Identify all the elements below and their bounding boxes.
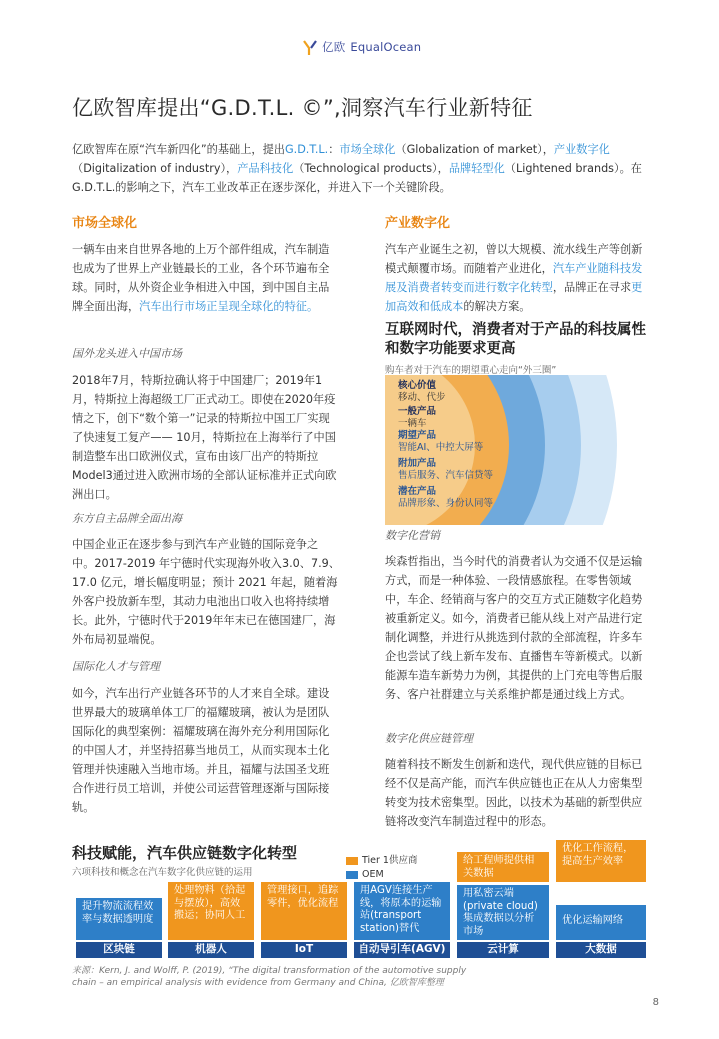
left-sub-1: 国外龙头进入中国市场 [72, 347, 182, 360]
legend-item-oem: OEM [346, 868, 417, 882]
page-number: 8 [652, 997, 659, 1008]
ring-label-4: 附加产品 售后服务、汽车信贷等 [398, 458, 494, 481]
ring-label-5: 潜在产品 品牌形象、身份认同等 [398, 486, 494, 509]
intro-k3: 产品科技化 [237, 162, 294, 175]
right-p1d: 更加高效和低成本 [385, 281, 643, 313]
col1-blue-box: 提升物流流程效率与数据透明度 [76, 898, 162, 940]
right-sub-1-text: 埃森哲指出，当今时代的消费者认为交通不仅是运输方式，而是一种体验、一段情感旅程。在零售领域中，车企、经销商与客户的交互方式正随数字化趋势被重新定义。如今，消费者已能从线上对产品进行定制化调整，并进行从挑选到付款的全部流程，许多车企也尝试了线上新车发布、直播售车等新模式。以新能源车造车新势力为例，其提供的上门充电等售后服务、客户社群建立与关系维护都是通过线上方式。 [385, 555, 643, 701]
intro-k3e: （Technological products）， [293, 162, 449, 175]
right-p1e: 的解决方案。 [463, 300, 531, 313]
right-bold-heading: 互联网时代，消费者对于产品的科技属性和数字功能要求更高 [385, 322, 646, 357]
rings-caption: 购车者对于汽车的期望重心走向“外三圈” [385, 365, 557, 376]
logo-cn: 亿欧 [322, 40, 346, 54]
left-sub-1-text: 2018年7月，特斯拉确认将于中国建厂；2019年1月，特斯拉上海超级工厂正式动工。即使在2020年疫情之下，创下“数个第一”记录的特斯拉中国工厂实现了快速复工复产—— 10月，特斯拉在上海举行了中国制造整车出口欧洲仪式，宣布由该厂出产的特斯拉Model3通过进入欧洲市场的全部认证标准并正式向欧洲出口。 [72, 374, 337, 501]
legend [346, 854, 417, 882]
right-p1c: ，品牌正在寻求 [552, 281, 632, 294]
intro-gdtl: G.D.T.L. [284, 143, 329, 156]
right-p1b: 汽车产业随科技发展及消费者转变而进行数字化转型 [385, 262, 643, 294]
col1-label: 区块链 [76, 942, 162, 958]
left-sub-2: 东方自主品牌全面出海 [72, 512, 182, 525]
col5-orange-box: 给工程师提供相关数据 [457, 852, 549, 882]
ring-label-2: 一般产品 一辆车 [398, 406, 437, 429]
intro-k4e: （Lightened brands）。在G.D.T.L.的影响之下，汽车工业改革正在逐步深化，并进入下一个关键阶段。 [72, 162, 642, 194]
source-note: 来源：Kern, J. and Wolff, P. (2019), “The digital transformation of the automotive supply chain – an empirical analysis with evidence from Germany and China, 亿欧智库整理 [72, 966, 467, 988]
ring-label-3: 期望产品 智能AI、中控大屏等 [398, 430, 484, 453]
col2-label: 机器人 [168, 942, 254, 958]
intro-k1e: （Globalization of market）， [395, 143, 554, 156]
rings-labels [398, 380, 538, 512]
left-section-title: 市场全球化 [72, 216, 138, 231]
intro-k2e: （Digitalization of industry）， [72, 162, 238, 175]
col3-orange-box: 管理接口，追踪零件，优化流程 [261, 882, 347, 940]
bottom-title: 科技赋能，汽车供应链数字化转型 [72, 844, 298, 862]
bottom-subtitle: 六项科技和概念在汽车数字化供应链的运用 [72, 867, 253, 878]
left-sub-3-text: 如今，汽车出行产业链各环节的人才来自全球。建设世界最大的玻璃单体工厂的福耀玻璃，被认为是团队国际化的典型案例：福耀玻璃在海外充分利用国际化的中国人才，并坚持招募当地员工，从而实现本土化管理并快速融入当地市场。并且，福耀与法国圣戈班合作进行员工培训，并使公司运营管理逐渐与国际接轨。 [72, 687, 330, 814]
ring-label-1: 核心价值 移动、代步 [398, 380, 446, 403]
page-headline: 亿欧智库提出“G.D.T.L. ©”,洞察汽车行业新特征 [72, 96, 533, 120]
right-paragraph-1 [385, 240, 643, 316]
intro-k1: 市场全球化 [339, 143, 396, 156]
right-sub-1: 数字化营销 [385, 529, 440, 542]
col6-label: 大数据 [556, 942, 646, 958]
col4-blue-box: 用AGV连接生产线，将原本的运输站(transport station)替代 [354, 882, 450, 940]
left-paragraph-1 [72, 240, 340, 316]
legend-swatch-blue [346, 871, 358, 879]
left-p1a: 一辆车由来自世界各地的上万个部件组成，汽车制造也成为了世界上产业链最长的工业，各个环节遍布全球。同时，从外资企业争相进入中国，到中国自主品牌全面出海， [72, 243, 330, 313]
legend-swatch-orange [346, 857, 358, 865]
logo-en: EqualOcean [350, 40, 422, 54]
col2-orange-box: 处理物料（拾起与摆放），高效搬运；协同人工 [168, 882, 254, 940]
col4-label: 自动导引车(AGV) [354, 942, 450, 958]
equalocean-logo [303, 36, 421, 58]
col5-blue-box: 用私密云端(private cloud)集成数据以分析市场 [457, 885, 549, 940]
col3-label: IoT [261, 942, 347, 958]
intro-text: 亿欧智库在原“汽车新四化”的基础上，提出 [72, 143, 285, 156]
logo-mark-icon [303, 38, 317, 56]
intro-colon: ： [328, 143, 340, 156]
left-p1b: 汽车出行市场正呈现全球化的特征。 [139, 300, 319, 313]
col6-blue-box: 优化运输网络 [556, 905, 646, 940]
left-sub-2-text: 中国企业正在逐步参与到汽车产业链的国际竞争之中。2017-2019 年宁德时代实现海外收入3.0、7.9、17.0 亿元，增长幅度明显；预计 2021 年起，随着海外客户投放新车型，其动力电池出口收入也将持续增长。此外，宁德时代于2019年年末已在德国建厂，海外布局初显端倪。 [72, 538, 340, 646]
left-sub-3: 国际化人才与管理 [72, 660, 160, 673]
col6-orange-box: 优化工作流程，提高生产效率 [556, 840, 646, 882]
right-sub-2: 数字化供应链管理 [385, 732, 473, 745]
col5-label: 云计算 [457, 942, 549, 958]
intro-k4: 品牌轻型化 [448, 162, 505, 175]
legend-item-tier1: Tier 1供应商 [346, 854, 417, 868]
right-section-title: 产业数字化 [385, 216, 451, 231]
intro-paragraph [72, 140, 642, 197]
right-p1a: 汽车产业诞生之初，曾以大规模、流水线生产等创新模式颠覆市场。而随着产业进化， [385, 243, 643, 275]
intro-k2: 产业数字化 [553, 143, 610, 156]
right-sub-2-text: 随着科技不断发生创新和迭代，现代供应链的目标已经不仅是高产能，而汽车供应链也正在从人力密集型转变为技术密集型。因此，以技术为基础的新型供应链将改变汽车制造过程中的形态。 [385, 758, 643, 828]
